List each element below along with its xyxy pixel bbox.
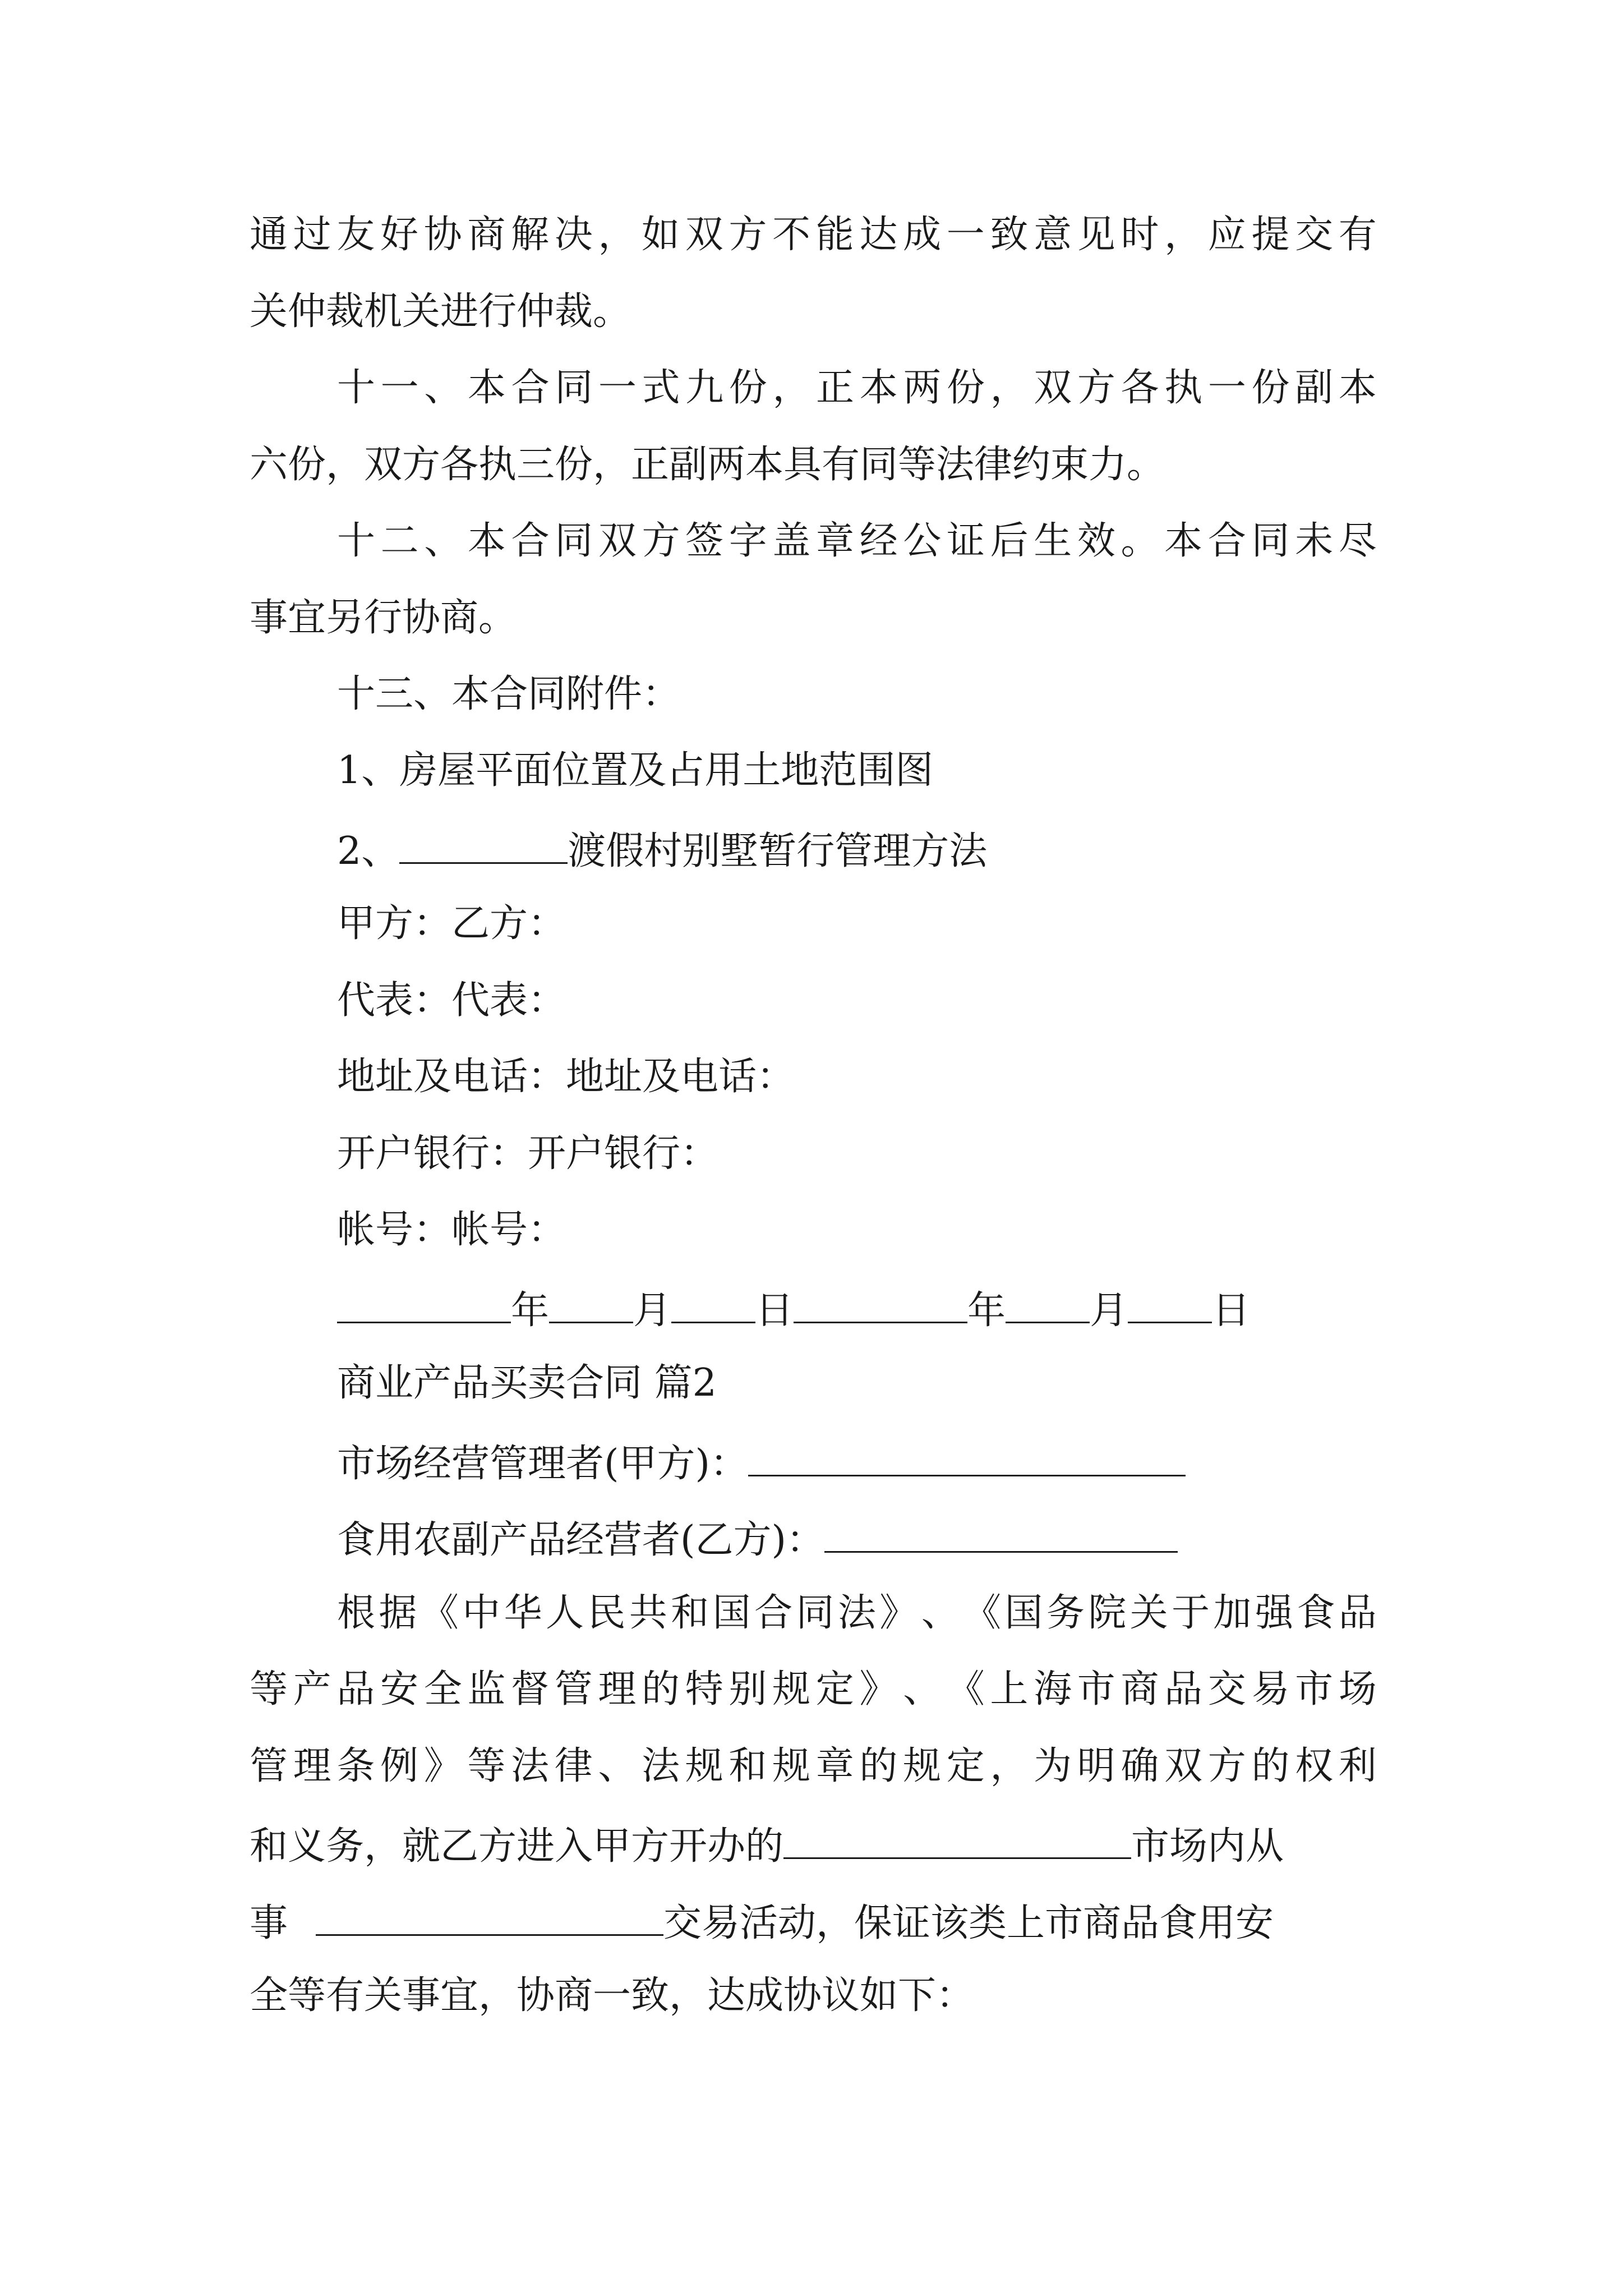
clause-12-line-2: 事宜另行协商。 [250,596,517,640]
section-title: 商业产品买卖合同 篇2 [337,1361,717,1405]
blank-field [671,1288,755,1323]
year-label: 年 [967,1289,1006,1333]
text-line: 关仲裁机关进行仲裁。 [250,289,631,334]
attachment-2-suffix: 渡假村别墅暂行管理方法 [568,829,988,873]
attachment-2 [337,829,988,873]
year-label: 年 [511,1289,550,1333]
basis-line-4-suffix: 市场内从 [1131,1824,1284,1869]
text-line: 通 过 友 好 协 商 解 决 ， 如 双 方 不 能 达 成 一 致 意 见 时 ， 应 提 交 有 [250,213,1377,257]
bank-line: 开户银行：开户银行： [337,1131,719,1176]
blank-field [794,1288,967,1323]
day-label: 日 [755,1289,794,1333]
clause-11-line-1: 十 一 、 本 合 同 一 式 九 份 ， 正 本 两 份 ， 双 方 各 执 一 份 副 本 [337,366,1377,410]
blank-field [1128,1288,1212,1323]
market-manager-label: 市场经营管理者(甲方)： [337,1442,749,1486]
attachment-2-prefix: 2、 [337,829,400,873]
basis-line-4 [250,1824,1284,1869]
basis-line-5-suffix: 交易活动，保证该类上市商品食用安 [663,1901,1274,1945]
basis-line-2: 等 产 品 安 全 监 督 管 理 的 特 别 规 定 》 、 《 上 海 市 商 品 交 易 市 场 [250,1667,1377,1711]
basis-line-5 [250,1901,1274,1945]
attachment-1: 1、房屋平面位置及占用土地范围图 [337,748,934,793]
party-ab-line: 甲方：乙方： [337,901,566,946]
date-line [337,1288,1251,1333]
basis-line-1: 根 据 《 中 华 人 民 共 和 国 合 同 法 》 、 《 国 务 院 关 于 加 强 食 品 [337,1591,1377,1635]
operator-label: 食用农副产品经营者(乙方)： [337,1518,825,1562]
basis-line-5-prefix: 事 [250,1901,288,1945]
market-manager-line [337,1441,1186,1486]
blank-field [316,1901,663,1936]
representative-line: 代表：代表： [337,978,566,1023]
basis-line-6: 全等有关事宜，协商一致，达成协议如下： [250,1973,975,2018]
day-label: 日 [1212,1289,1251,1333]
basis-line-3: 管 理 条 例 》 等 法 律 、 法 规 和 规 章 的 规 定 ， 为 明 确 双 方 的 权 利 [250,1744,1377,1788]
blank-field [399,829,568,864]
clause-12-line-1: 十 二 、 本 合 同 双 方 签 字 盖 章 经 公 证 后 生 效 。 本 合 同 未 尽 [337,519,1377,563]
basis-line-4-prefix: 和义务，就乙方进入甲方开办的 [250,1824,784,1869]
address-phone-line: 地址及电话：地址及电话： [337,1055,795,1099]
clause-13-heading: 十三、本合同附件： [337,672,681,716]
blank-field [824,1517,1178,1553]
blank-field [748,1441,1186,1476]
month-label: 月 [633,1289,672,1333]
account-line: 帐号：帐号： [337,1208,566,1252]
operator-line [337,1517,1178,1562]
blank-field [1006,1288,1090,1323]
blank-field [549,1288,633,1323]
blank-field [337,1288,511,1323]
month-label: 月 [1090,1289,1128,1333]
clause-11-line-2: 六份，双方各执三份，正副两本具有同等法律约束力。 [250,443,1165,487]
blank-field [783,1824,1131,1859]
